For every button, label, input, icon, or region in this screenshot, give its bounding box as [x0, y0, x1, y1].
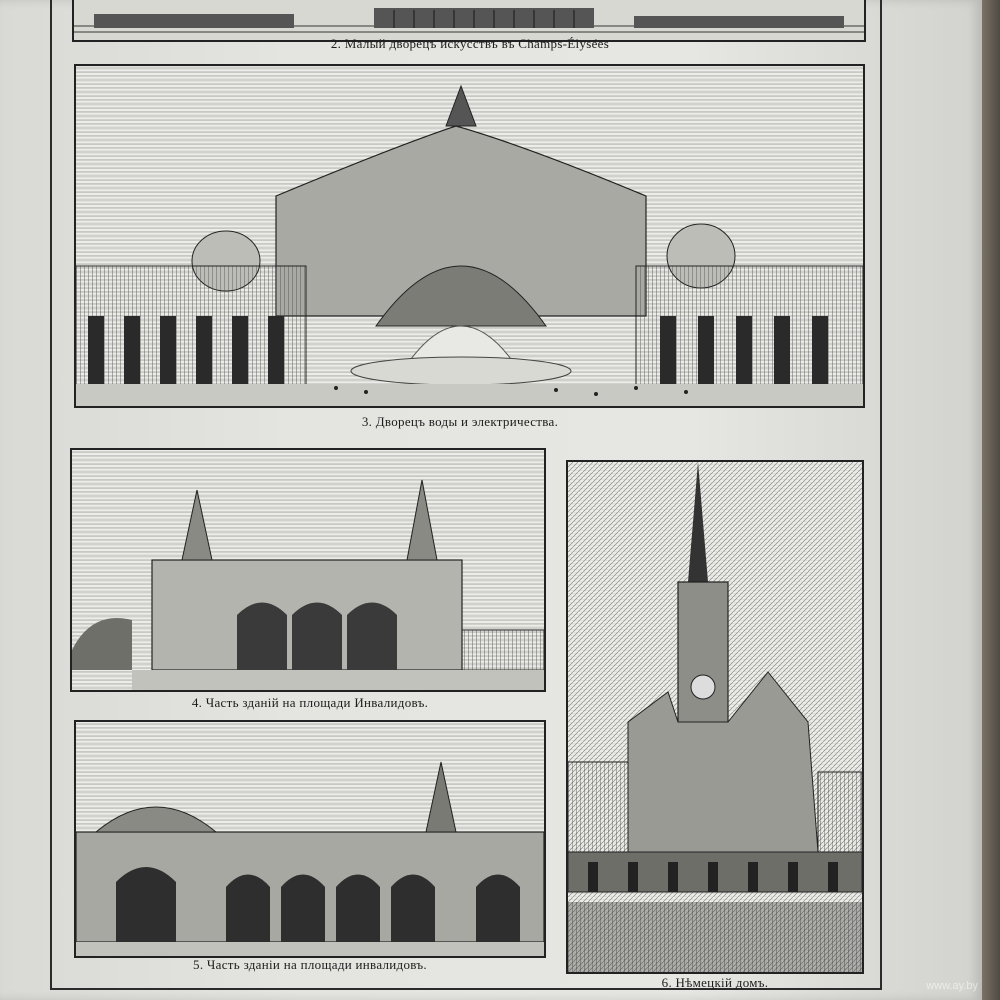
- figure-5-engraving: [74, 720, 546, 958]
- figure-3-caption: 3. Дворецъ воды и электричества.: [361, 414, 559, 429]
- figure-4-engraving: [70, 448, 546, 692]
- figure-4-caption: 4. Часть зданій на площади Инвалидовъ.: [191, 695, 429, 710]
- figure-2-caption: 2. Малый дворецъ искусствъ въ Champs-Élysées: [330, 36, 610, 51]
- figure-6-caption: 6. Нѣмецкій домъ.: [661, 975, 769, 990]
- page-border-right: [880, 0, 882, 990]
- figure-5-caption: 5. Часть зданіи на площади инвалидовъ.: [193, 957, 427, 972]
- watermark: www.ay.by: [926, 980, 978, 992]
- figure-3-engraving: [74, 64, 865, 408]
- table-surface: [982, 0, 1000, 1000]
- figure-6-engraving: [566, 460, 864, 974]
- page-border-left: [50, 0, 52, 990]
